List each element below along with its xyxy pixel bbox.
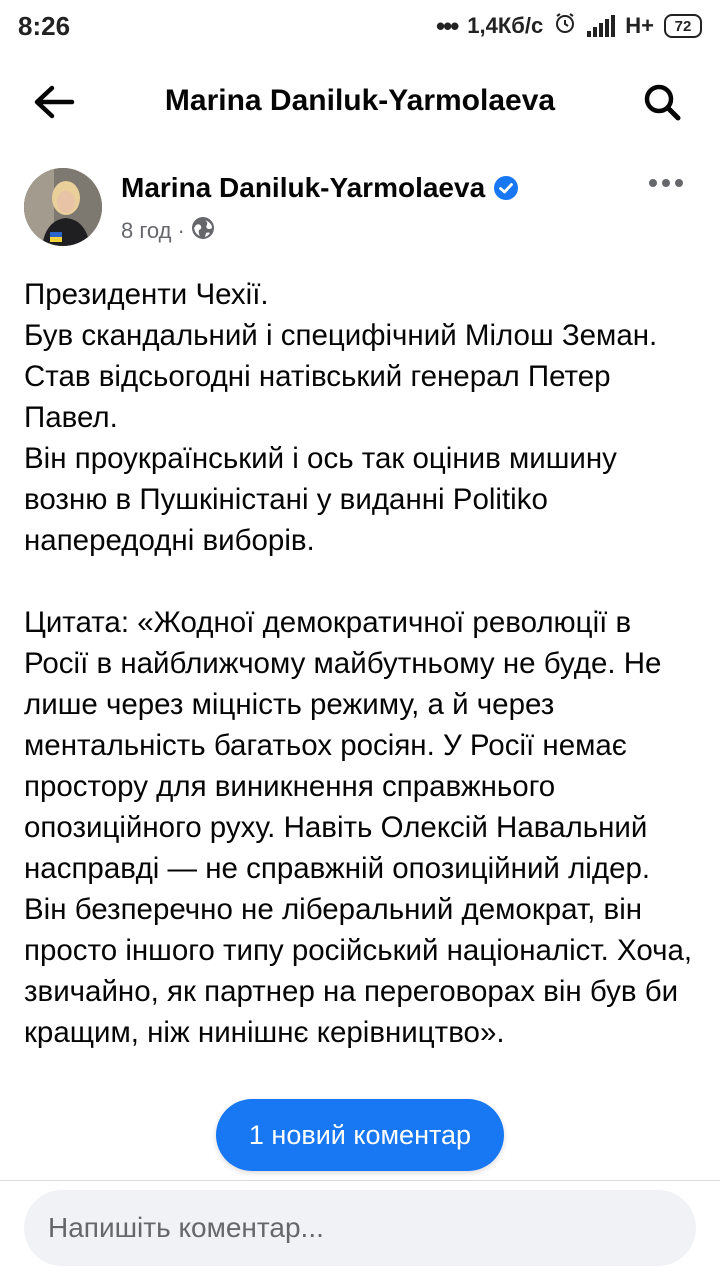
post-time[interactable]: 8 год [121,218,172,243]
status-bar [0,0,720,52]
avatar[interactable] [24,168,102,246]
verified-badge-icon [493,175,519,201]
post-header [24,168,696,248]
status-indicators [436,11,702,42]
network-type: H+ [625,13,654,38]
more-options-button[interactable] [646,172,686,196]
author-name[interactable] [121,172,519,204]
search-icon [642,82,682,127]
meta-separator: · [177,218,185,243]
status-time: 8:26 [18,10,71,41]
search-button[interactable] [634,76,690,132]
new-comment-button[interactable]: 1 новий коментар [216,1099,504,1171]
author-name-text: Marina Daniluk-Yarmolaeva [121,172,486,203]
post-text: Президенти Чехії. Був скандальний і специфічний Мілош Земан. Став відсьогодні натівський генерал Петер Павел. Він проукраїнський і ось так оцінив мишину возню в Пушкіністані у виданні Politiko напередодні виборів. Цитата: «Жодної демократичної революції в Росії в найближчому майбутньому не буде. Не лише через міцність режиму, а й через ментальність багатьох росіян. У Росії немає простору для виникнення справжнього опозиційного руху. Навіть Олексій Навальний насправді — не справжній опозиційний лідер. Він безперечно не ліберальний демократ, він просто іншого типу російський націоналіст. Хоча, звичайно, як партнер на переговорах він був би кращим, ніж нинішнє керівництво». [24,278,693,1049]
app-header [0,60,720,146]
globe-icon [191,216,215,246]
battery-icon [664,14,702,38]
network-speed: 1,4Кб/с [467,13,544,38]
battery-level: 72 [674,17,692,35]
signal-icon [587,15,615,37]
notification-dots: ••• [435,10,458,41]
comment-input[interactable] [24,1190,696,1266]
alarm-icon [553,11,577,41]
post-meta [121,216,215,246]
page-title: Marina Daniluk-Yarmolaeva [164,84,556,117]
divider [0,1180,720,1181]
more-horizontal-icon [648,175,684,193]
